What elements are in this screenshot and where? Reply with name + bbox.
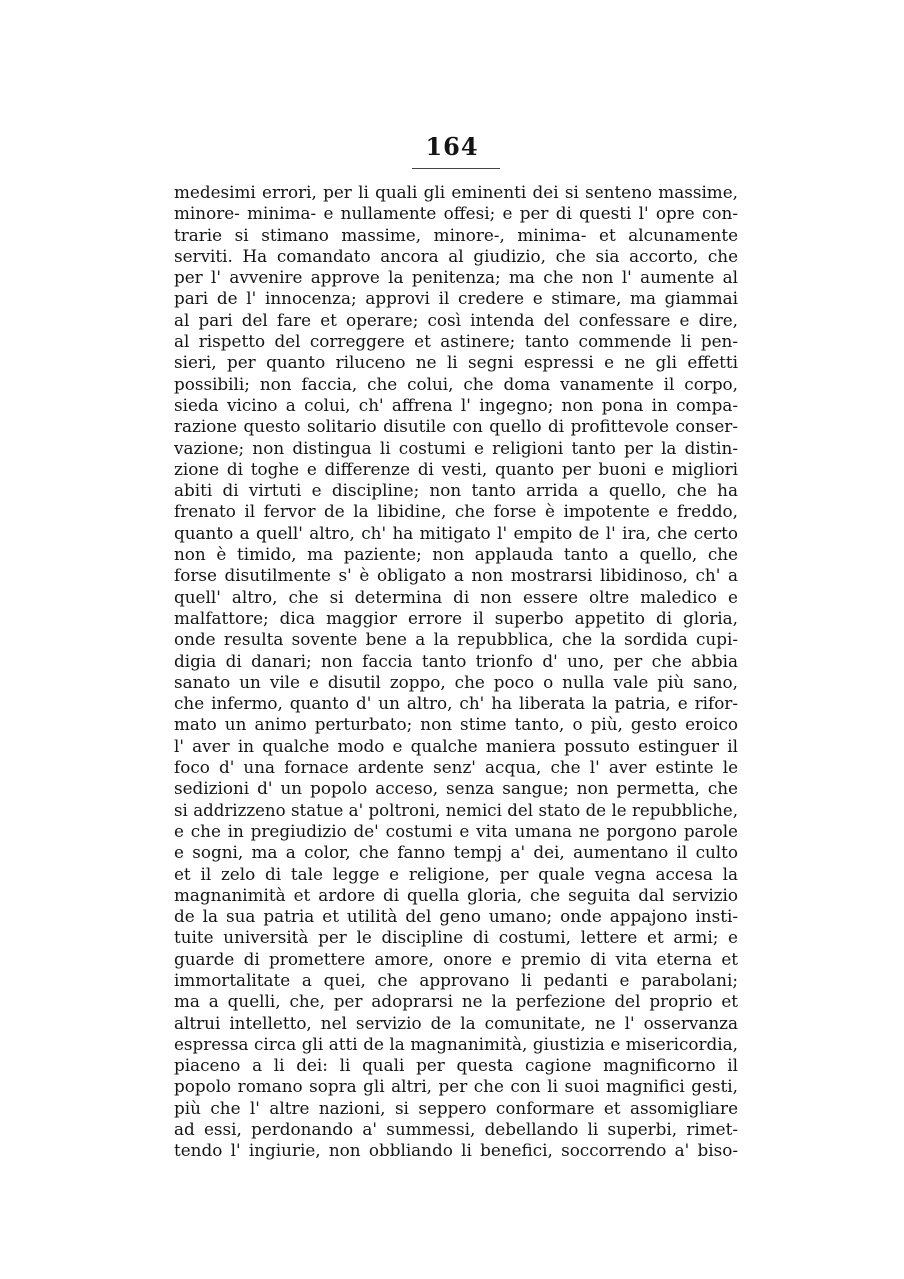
text-line: sanato un vile e disutil zoppo, che poco o nulla vale più sano, [174,671,738,692]
text-line: malfattore; dica maggior errore il superbo appetito di gloria, [174,607,738,628]
text-line: che infermo, quanto d' un altro, ch' ha liberata la patria, e rifor- [174,693,738,714]
text-line: al rispetto del correggere et astinere; tanto commende li pen- [174,331,738,352]
text-line: si addrizzeno statue a' poltroni, nemici del stato de le repubbliche, [174,800,738,820]
text-line: minore- minima- e nullamente offesi; e per di questi l' opre con- [174,203,738,224]
text-line: non è timido, ma paziente; non applauda tanto a quello, che [174,544,738,565]
text-line: espressa circa gli atti de la magnanimità, giustizia e misericordia, [174,1033,738,1054]
text-line: e che in pregiudizio de' costumi e vita umana ne porgono parole [174,820,738,841]
text-line: mato un animo perturbato; non stime tanto, o più, gesto eroico [174,714,738,735]
text-line: ma a quelli, che, per adoprarsi ne la perfezione del proprio et [174,991,738,1012]
text-line: sedizioni d' un popolo acceso, senza sangue; non permetta, che [174,778,738,799]
text-line: per l' avvenire approve la penitenza; ma che non l' aumente al [174,267,738,288]
text-line: medesimi errori, per li quali gli eminenti dei si senteno massime, [174,182,738,202]
text-line: sieri, per quanto riluceno ne li segni espressi e ne gli effetti [174,352,738,373]
text-line: forse disutilmente s' è obligato a non mostrarsi libidinoso, ch' a [174,565,738,586]
text-line: sieda vicino a colui, ch' affrena l' ingegno; non pona in compa- [174,394,738,415]
text-line: tendo l' ingiurie, non obbliando li benefici, soccorrendo a' biso- [174,1140,738,1161]
header-rule [412,168,500,169]
text-line: magnanimità et ardore di quella gloria, che seguita dal servizio [174,884,738,905]
text-line: l' aver in qualche modo e qualche maniera possuto estinguer il [174,735,738,756]
text-line: digia di danari; non faccia tanto trionfo d' uno, per che abbia [174,650,738,671]
text-line: onde resulta sovente bene a la repubblica, che la sordida cupi- [174,629,738,650]
text-line: immortalitate a quei, che approvano li pedanti e parabolani; [174,969,738,990]
text-line: più che l' altre nazioni, si seppero conformare et assomigliare [174,1097,738,1118]
text-line: foco d' una fornace ardente senz' acqua, che l' aver estinte le [174,757,738,778]
text-line: altrui intelletto, nel servizio de la comunitate, ne l' osservanza [174,1012,738,1033]
text-line: piaceno a li dei: li quali per questa cagione magnificorno il [174,1055,738,1076]
text-line: trarie si stimano massime, minore-, minima- et alcunamente [174,224,738,245]
text-line: pari de l' innocenza; approvi il credere e stimare, ma giammai [174,288,738,309]
text-line: popolo romano sopra gli altri, per che con li suoi magnifici gesti, [174,1076,738,1097]
text-line: frenato il fervor de la libidine, che forse è impotente e freddo, [174,501,738,522]
text-line: abiti di virtuti e discipline; non tanto arrida a quello, che ha [174,480,738,501]
text-line: vazione; non distingua li costumi e religioni tanto per la distin- [174,437,738,458]
text-line: serviti. Ha comandato ancora al giudizio, che sia accorto, che [174,245,738,266]
text-line: de la sua patria et utilità del geno umano; onde appajono insti- [174,906,738,927]
body-text [174,182,738,1162]
text-line: razione questo solitario disutile con quello di profittevole conser- [174,416,738,437]
text-line: possibili; non faccia, che colui, che doma vanamente il corpo, [174,373,738,394]
page-number: 164 [425,132,479,161]
text-line: tuite università per le discipline di costumi, lettere et armi; e [174,927,738,948]
text-line: ad essi, perdonando a' summessi, debellando li superbi, rimet- [174,1119,738,1140]
text-line: quell' altro, che si determina di non essere oltre maledico e [174,586,738,607]
text-line: quanto a quell' altro, ch' ha mitigato l' empito de l' ira, che certo [174,522,738,543]
text-line: zione di toghe e differenze di vesti, quanto per buoni e migliori [174,458,738,479]
text-line: guarde di promettere amore, onore e premio di vita eterna et [174,948,738,969]
text-line: et il zelo di tale legge e religione, per quale vegna accesa la [174,863,738,884]
text-line: e sogni, ma a color, che fanno tempj a' dei, aumentano il culto [174,842,738,863]
text-line: al pari del fare et operare; così intenda del confessare e dire, [174,309,738,330]
